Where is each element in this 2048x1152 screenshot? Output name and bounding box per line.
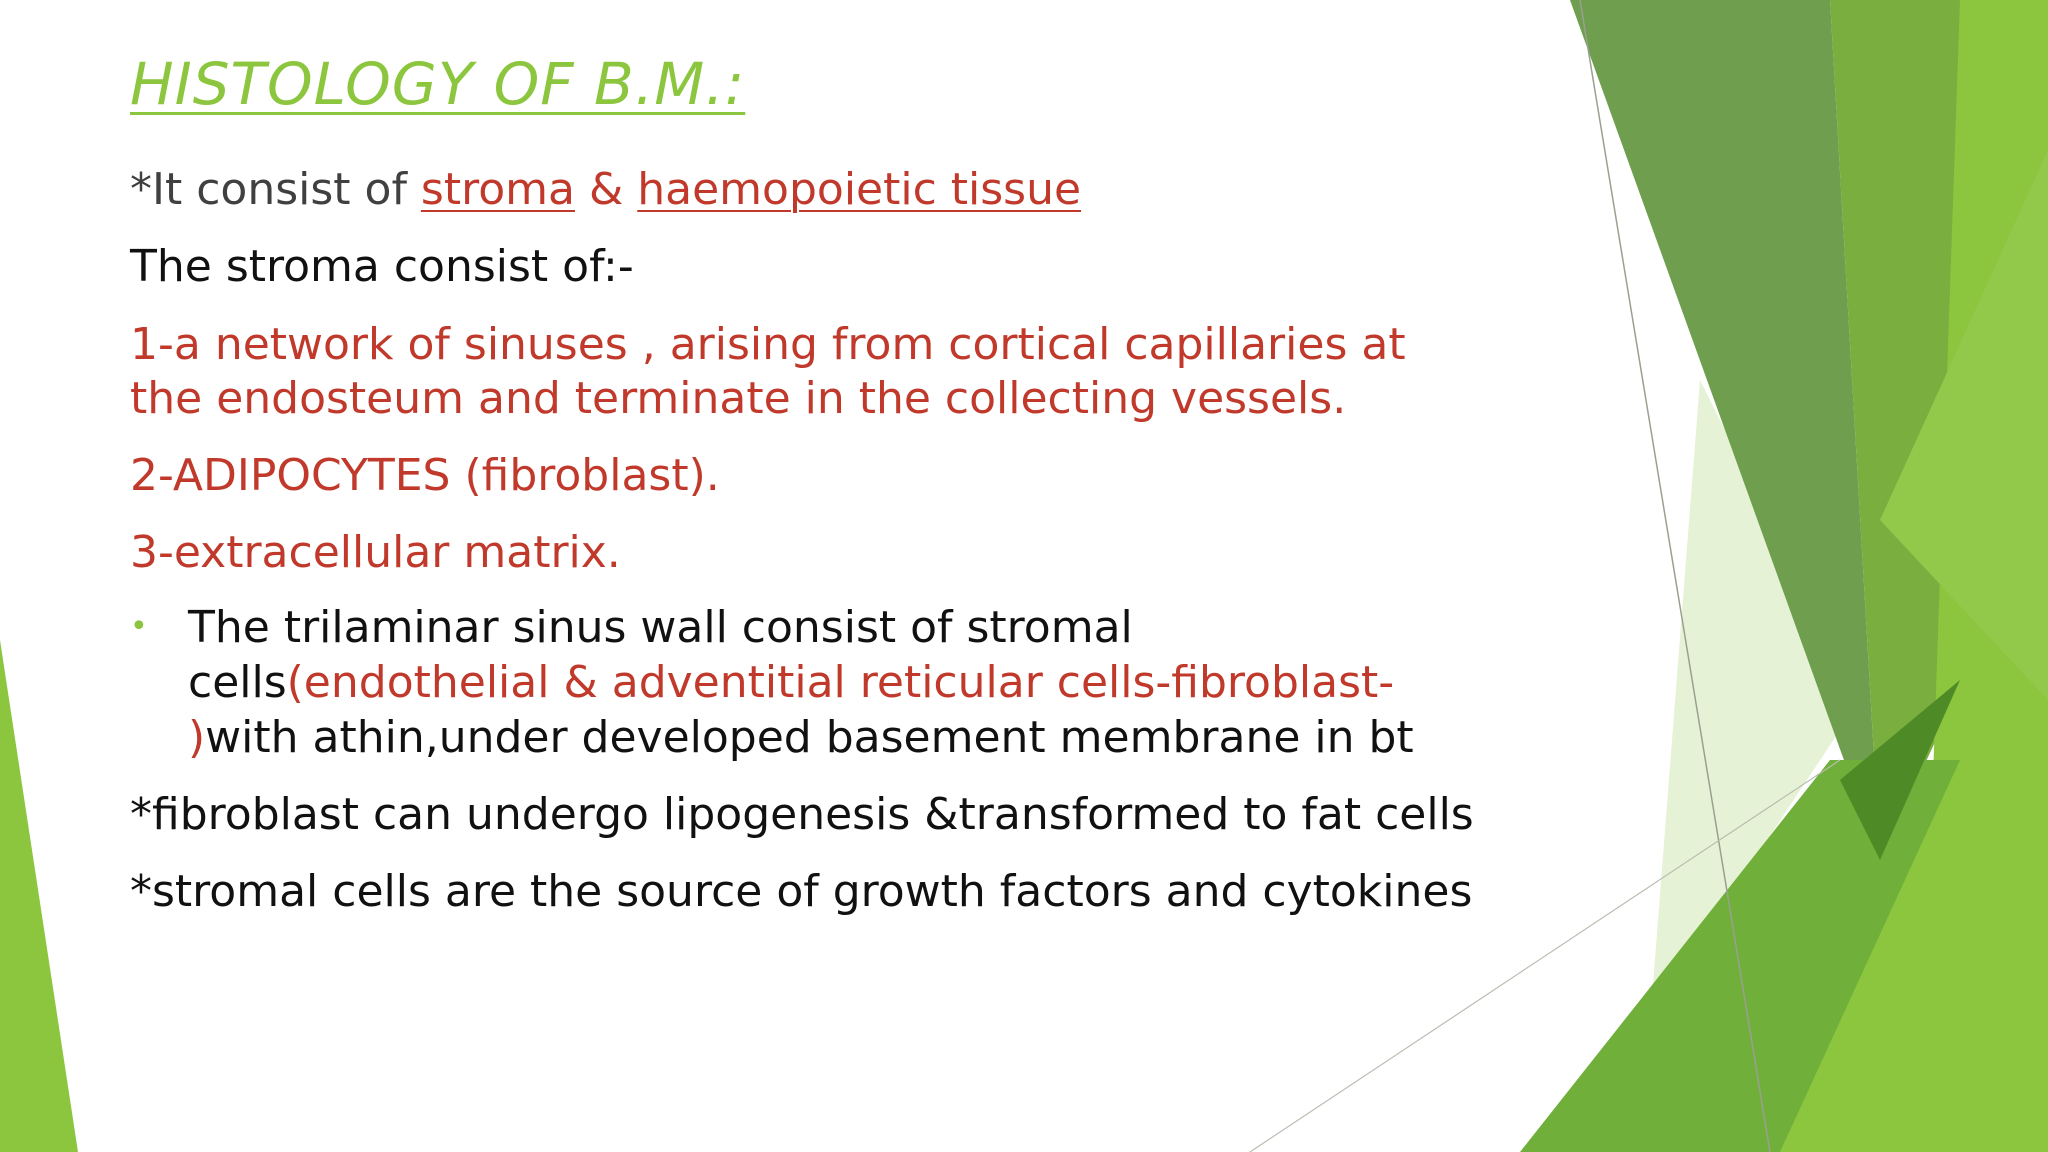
bullet-line-1: The trilaminar sinus wall consist of stromal xyxy=(188,602,1133,653)
slide-title: HISTOLOGY OF B.M.: xyxy=(130,50,746,118)
composition-mid: & xyxy=(574,164,638,215)
bullet-line-2-black: cells xyxy=(188,657,287,708)
bullet-line-3 xyxy=(188,710,1414,765)
bullet-line-2 xyxy=(188,655,1414,710)
stroma-link[interactable]: stroma xyxy=(420,164,575,215)
item-2: 2-ADIPOCYTES (fibroblast). xyxy=(130,450,720,501)
item-1-line-1: 1-a network of sinuses , arising from cortical capillaries at xyxy=(130,319,1406,370)
note-fibroblast: *fibroblast can undergo lipogenesis &transformed to fat cells xyxy=(130,789,1474,840)
bullet-line-3-red: ) xyxy=(188,712,206,763)
note-stromal-cells: *stromal cells are the source of growth factors and cytokines xyxy=(130,866,1473,917)
item-3: 3-extracellular matrix. xyxy=(130,527,621,578)
bullet-text xyxy=(188,600,1414,765)
bullet-marker: • xyxy=(130,609,148,644)
haemopoietic-tissue-link[interactable]: haemopoietic tissue xyxy=(637,164,1082,215)
bullet-line-2-red: (endothelial & adventitial reticular cells-fibroblast- xyxy=(286,657,1395,708)
line-composition xyxy=(130,163,1081,217)
line-stroma-heading: The stroma consist of:- xyxy=(130,241,634,292)
bullet-line-3-black: with athin,under developed basement membrane in bt xyxy=(205,712,1414,763)
composition-prefix: *It consist of xyxy=(130,164,421,215)
item-1-line-2: the endosteum and terminate in the collecting vessels. xyxy=(130,373,1347,424)
left-green-sliver xyxy=(0,640,78,1152)
